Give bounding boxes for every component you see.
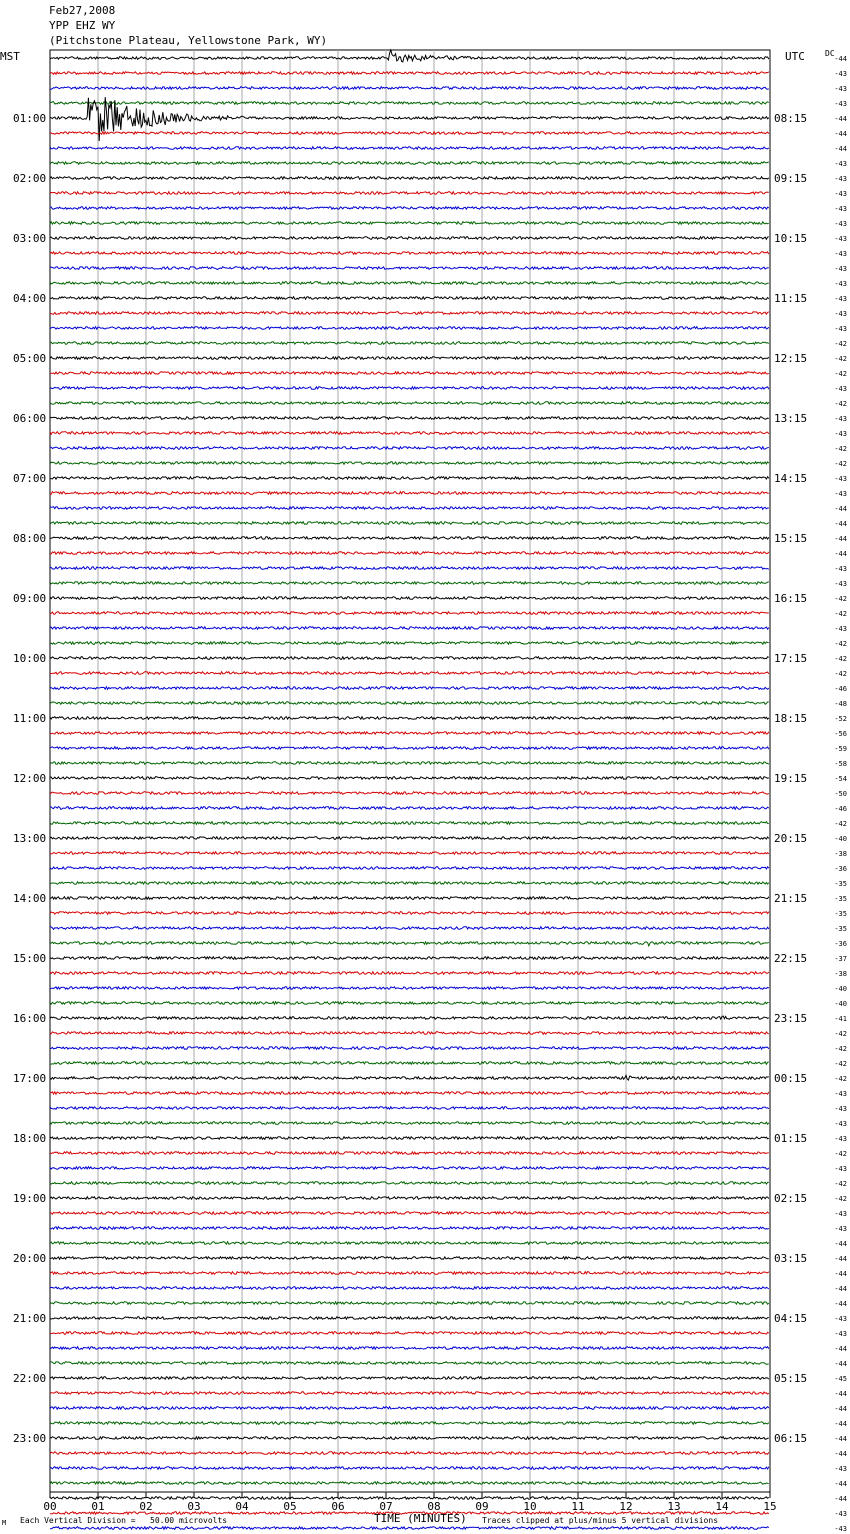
- dc-offset-label: -38: [834, 850, 847, 858]
- seismic-trace: [50, 1107, 769, 1110]
- x-tick-label: 10: [523, 1500, 537, 1513]
- dc-offset-label: -35: [834, 880, 847, 888]
- dc-offset-label: -42: [834, 340, 847, 348]
- seismic-trace: [50, 1257, 769, 1260]
- seismic-trace: [50, 972, 769, 975]
- x-tick-label: 00: [43, 1500, 57, 1513]
- dc-offset-label: -44: [834, 1240, 847, 1248]
- seismic-trace: [50, 1197, 769, 1200]
- dc-offset-label: -42: [834, 1075, 847, 1083]
- dc-offset-label: -56: [834, 730, 847, 738]
- dc-offset-label: -43: [834, 1525, 847, 1533]
- utc-hour-label: 04:15: [774, 1312, 808, 1325]
- utc-hour-label: 23:15: [774, 1012, 808, 1025]
- dc-offset-label: -43: [834, 280, 847, 288]
- seismic-trace: [50, 282, 769, 285]
- seismic-trace: [50, 957, 769, 960]
- dc-offset-label: -44: [834, 550, 847, 558]
- utc-hour-label: 08:15: [774, 112, 808, 125]
- utc-hour-label: 17:15: [774, 652, 808, 665]
- mst-hour-label: 03:00: [13, 232, 47, 245]
- seismic-trace: [50, 582, 769, 585]
- seismic-trace: [50, 1422, 769, 1425]
- seismic-trace: [50, 222, 769, 225]
- dc-offset-label: -44: [834, 1270, 847, 1278]
- dc-offset-label: -44: [834, 520, 847, 528]
- dc-offset-label: -43: [834, 190, 847, 198]
- dc-offset-label: -43: [834, 490, 847, 498]
- utc-hour-label: 22:15: [774, 952, 808, 965]
- mst-hour-label: 01:00: [13, 112, 47, 125]
- x-tick-label: 15: [763, 1500, 777, 1513]
- dc-offset-label: -43: [834, 580, 847, 588]
- dc-offset-label: -44: [834, 1345, 847, 1353]
- seismic-trace: [50, 897, 769, 900]
- seismic-trace: [50, 867, 769, 870]
- seismic-trace: [50, 132, 769, 135]
- seismic-trace: [50, 1467, 769, 1470]
- seismic-trace: [50, 852, 769, 855]
- dc-offset-label: -42: [834, 655, 847, 663]
- dc-offset-label: -43: [834, 160, 847, 168]
- seismic-trace: [50, 717, 769, 720]
- x-tick-label: 03: [187, 1500, 201, 1513]
- seismic-trace: [50, 1212, 769, 1215]
- mst-hour-label: 16:00: [13, 1012, 47, 1025]
- seismic-trace: [50, 1452, 769, 1455]
- utc-hour-label: 02:15: [774, 1192, 808, 1205]
- dc-offset-label: -40: [834, 835, 847, 843]
- seismic-trace: [50, 267, 769, 270]
- mst-hour-label: 21:00: [13, 1312, 47, 1325]
- x-tick-label: 07: [379, 1500, 393, 1513]
- x-tick-label: 08: [427, 1500, 441, 1513]
- dc-offset-label: -43: [834, 85, 847, 93]
- seismic-trace: [50, 627, 769, 630]
- dc-offset-label: -43: [834, 1090, 847, 1098]
- seismic-trace: [50, 1047, 769, 1050]
- seismic-trace: [50, 807, 769, 810]
- x-tick-label: 11: [571, 1500, 585, 1513]
- dc-offset-label: -43: [834, 1465, 847, 1473]
- dc-offset-label: -36: [834, 940, 847, 948]
- dc-offset-label: -43: [834, 310, 847, 318]
- dc-offset-label: -42: [834, 1030, 847, 1038]
- seismic-trace: [50, 552, 769, 555]
- dc-offset-label: -35: [834, 925, 847, 933]
- dc-offset-label: -36: [834, 865, 847, 873]
- dc-offset-label: -42: [834, 445, 847, 453]
- mst-hour-label: 13:00: [13, 832, 47, 845]
- x-axis-title: TIME (MINUTES): [374, 1512, 467, 1525]
- mst-hour-label: 14:00: [13, 892, 47, 905]
- dc-offset-label: -43: [834, 235, 847, 243]
- dc-offset-label: -43: [834, 220, 847, 228]
- mst-hour-label: 15:00: [13, 952, 47, 965]
- dc-offset-label: -44: [834, 1255, 847, 1263]
- x-tick-label: 05: [283, 1500, 297, 1513]
- dc-offset-label: -44: [834, 145, 847, 153]
- seismic-trace: [50, 462, 769, 465]
- dc-offset-label: -52: [834, 715, 847, 723]
- seismic-trace: [50, 1482, 769, 1485]
- dc-axis-title: DC: [825, 49, 835, 58]
- dc-offset-label: -43: [834, 205, 847, 213]
- dc-offset-label: -43: [834, 1315, 847, 1323]
- dc-offset-label: -41: [834, 1015, 847, 1023]
- x-tick-label: 14: [715, 1500, 729, 1513]
- utc-hour-label: 09:15: [774, 172, 808, 185]
- utc-hour-label: 20:15: [774, 832, 808, 845]
- mst-hour-label: 19:00: [13, 1192, 47, 1205]
- seismic-trace: [50, 312, 769, 315]
- vertical-scale-note: Each Vertical Division = 50.00 microvolts: [20, 1516, 228, 1525]
- dc-offset-label: -42: [834, 1060, 847, 1068]
- dc-offset-label: -42: [834, 355, 847, 363]
- dc-offset-label: -44: [834, 1495, 847, 1503]
- dc-offset-label: -44: [834, 1480, 847, 1488]
- dc-offset-label: -43: [834, 1225, 847, 1233]
- dc-offset-label: -44: [834, 1360, 847, 1368]
- seismic-trace: [50, 297, 769, 300]
- dc-offset-label: -43: [834, 1135, 847, 1143]
- dc-offset-label: -43: [834, 1165, 847, 1173]
- seismic-trace: [50, 1122, 769, 1125]
- dc-offset-label: -35: [834, 895, 847, 903]
- utc-hour-label: 01:15: [774, 1132, 808, 1145]
- utc-hour-label: 00:15: [774, 1072, 808, 1085]
- utc-hour-label: 19:15: [774, 772, 808, 785]
- seismic-trace: [50, 1407, 769, 1410]
- mst-hour-label: 08:00: [13, 532, 47, 545]
- chart-date: Feb27,2008: [49, 4, 116, 17]
- seismic-trace: [50, 372, 769, 375]
- dc-offset-label: -42: [834, 1180, 847, 1188]
- station-location: (Pitchstone Plateau, Yellowstone Park, WY): [49, 34, 328, 47]
- footer-mark: M: [2, 1519, 7, 1527]
- dc-offset-label: -42: [834, 1045, 847, 1053]
- mst-hour-label: 12:00: [13, 772, 47, 785]
- x-tick-label: 13: [667, 1500, 681, 1513]
- seismic-trace: [50, 192, 769, 195]
- utc-hour-label: 14:15: [774, 472, 808, 485]
- seismic-trace: [50, 102, 769, 105]
- dc-offset-label: -37: [834, 955, 847, 963]
- dc-offset-label: -42: [834, 820, 847, 828]
- dc-offset-label: -46: [834, 805, 847, 813]
- seismic-trace: [50, 657, 769, 660]
- seismic-trace: [50, 432, 769, 435]
- seismic-trace: [50, 1242, 769, 1245]
- seismic-trace: [50, 1062, 769, 1065]
- dc-offset-label: -43: [834, 1105, 847, 1113]
- dc-offset-label: -54: [834, 775, 847, 783]
- dc-offset-label: -43: [834, 70, 847, 78]
- seismic-trace: [50, 1362, 769, 1365]
- seismic-trace: [50, 1227, 769, 1230]
- seismic-trace: [50, 1437, 769, 1440]
- seismic-trace: [50, 1317, 769, 1320]
- seismic-trace: [50, 747, 769, 750]
- seismic-trace: [50, 1272, 769, 1275]
- dc-offset-label: -40: [834, 1000, 847, 1008]
- x-tick-label: 02: [139, 1500, 153, 1513]
- dc-offset-label: -44: [834, 505, 847, 513]
- dc-offset-label: -44: [834, 1300, 847, 1308]
- seismic-trace: [50, 882, 769, 885]
- dc-offset-label: -50: [834, 790, 847, 798]
- dc-offset-label: -42: [834, 595, 847, 603]
- seismic-trace: [50, 402, 769, 405]
- utc-hour-label: 18:15: [774, 712, 808, 725]
- utc-hour-label: 03:15: [774, 1252, 808, 1265]
- seismic-trace: [50, 567, 769, 570]
- seismic-trace: [50, 1032, 769, 1035]
- dc-offset-label: -43: [834, 1210, 847, 1218]
- dc-offset-label: -44: [834, 1435, 847, 1443]
- seismic-trace: [50, 987, 769, 990]
- seismic-trace: [50, 162, 769, 165]
- dc-offset-label: -43: [834, 1120, 847, 1128]
- seismic-trace: [50, 147, 769, 150]
- seismic-trace: [50, 522, 769, 525]
- seismic-trace: [50, 177, 769, 180]
- seismic-trace: [50, 912, 769, 915]
- utc-hour-label: 16:15: [774, 592, 808, 605]
- seismic-trace: [50, 642, 769, 645]
- dc-offset-label: -44: [834, 115, 847, 123]
- dc-offset-label: -46: [834, 685, 847, 693]
- seismic-trace: [50, 777, 769, 780]
- seismic-trace: [50, 87, 769, 90]
- seismic-trace: [50, 507, 769, 510]
- dc-offset-label: -45: [834, 1375, 847, 1383]
- mst-axis-title: MST: [0, 50, 20, 63]
- x-tick-label: 06: [331, 1500, 345, 1513]
- dc-offset-label: -44: [834, 1390, 847, 1398]
- seismic-trace: [50, 942, 769, 946]
- seismic-trace: [50, 357, 769, 360]
- mst-hour-label: 05:00: [13, 352, 47, 365]
- seismic-trace: [50, 1167, 769, 1170]
- seismic-trace: [50, 207, 769, 210]
- seismic-trace: [50, 702, 769, 705]
- utc-hour-label: 21:15: [774, 892, 808, 905]
- mst-hour-label: 17:00: [13, 1072, 47, 1085]
- station-name: YPP EHZ WY: [49, 19, 116, 32]
- seismic-trace: [50, 1392, 769, 1395]
- dc-offset-label: -43: [834, 625, 847, 633]
- seismic-trace: [50, 672, 769, 675]
- seismic-trace: [50, 1497, 769, 1500]
- seismic-trace: [50, 1302, 769, 1305]
- seismic-trace: [50, 1527, 769, 1530]
- utc-hour-label: 06:15: [774, 1432, 808, 1445]
- dc-offset-label: -44: [834, 1405, 847, 1413]
- seismic-trace: [50, 687, 769, 690]
- dc-offset-label: -43: [834, 325, 847, 333]
- seismic-trace: [50, 837, 769, 840]
- dc-offset-label: -40: [834, 985, 847, 993]
- dc-offset-label: -42: [834, 610, 847, 618]
- dc-offset-label: -43: [834, 250, 847, 258]
- seismic-trace: [50, 1347, 769, 1350]
- utc-axis-title: UTC: [785, 50, 805, 63]
- dc-offset-label: -43: [834, 415, 847, 423]
- dc-offset-label: -38: [834, 970, 847, 978]
- dc-offset-label: -42: [834, 400, 847, 408]
- dc-offset-label: -44: [834, 1285, 847, 1293]
- seismic-trace: [50, 492, 769, 495]
- seismic-trace: [50, 927, 769, 930]
- mst-hour-label: 20:00: [13, 1252, 47, 1265]
- dc-offset-label: -42: [834, 1195, 847, 1203]
- dc-offset-label: -44: [834, 535, 847, 543]
- seismic-trace: [50, 342, 769, 345]
- x-tick-label: 04: [235, 1500, 249, 1513]
- dc-offset-label: -43: [834, 475, 847, 483]
- dc-offset-label: -58: [834, 760, 847, 768]
- utc-hour-label: 05:15: [774, 1372, 808, 1385]
- utc-hour-label: 15:15: [774, 532, 808, 545]
- seismic-trace: [50, 1092, 769, 1095]
- seismic-trace: [50, 72, 769, 75]
- x-tick-label: 01: [91, 1500, 105, 1513]
- seismic-trace: [50, 792, 769, 795]
- clip-note: Traces clipped at plus/minus 5 vertical divisions: [482, 1516, 719, 1525]
- seismic-trace: [50, 597, 769, 600]
- seismic-trace: [50, 1152, 769, 1155]
- seismic-trace: [50, 1332, 769, 1335]
- x-tick-label: 09: [475, 1500, 489, 1513]
- dc-offset-label: -44: [834, 55, 847, 63]
- mst-hour-label: 11:00: [13, 712, 47, 725]
- seismic-trace: [50, 762, 769, 765]
- seismic-trace: [50, 327, 769, 330]
- seismic-trace: [50, 387, 769, 390]
- dc-offset-label: -43: [834, 265, 847, 273]
- dc-offset-label: -43: [834, 430, 847, 438]
- utc-hour-label: 11:15: [774, 292, 808, 305]
- mst-hour-label: 07:00: [13, 472, 47, 485]
- dc-offset-label: -44: [834, 130, 847, 138]
- dc-offset-label: -48: [834, 700, 847, 708]
- seismic-trace: [50, 50, 769, 62]
- seismic-trace: [50, 537, 769, 540]
- mst-hour-label: 09:00: [13, 592, 47, 605]
- dc-offset-label: -59: [834, 745, 847, 753]
- mst-hour-label: 02:00: [13, 172, 47, 185]
- seismic-trace: [50, 732, 769, 735]
- mst-hour-label: 10:00: [13, 652, 47, 665]
- seismic-trace: [50, 1016, 769, 1019]
- seismic-trace: [50, 237, 769, 240]
- utc-hour-label: 13:15: [774, 412, 808, 425]
- seismic-trace: [50, 1182, 769, 1185]
- dc-offset-label: -42: [834, 640, 847, 648]
- dc-offset-label: -42: [834, 1150, 847, 1158]
- seismic-trace: [50, 822, 769, 825]
- dc-offset-label: -43: [834, 100, 847, 108]
- dc-offset-label: -44: [834, 1450, 847, 1458]
- utc-hour-label: 12:15: [774, 352, 808, 365]
- dc-offset-label: -43: [834, 175, 847, 183]
- dc-offset-label: -43: [834, 385, 847, 393]
- seismic-trace: [50, 477, 769, 480]
- dc-offset-label: -42: [834, 370, 847, 378]
- seismic-trace: [50, 252, 769, 255]
- dc-offset-label: -35: [834, 910, 847, 918]
- seismic-trace: [50, 612, 769, 615]
- seismic-trace: [50, 1075, 769, 1080]
- seismic-trace: [50, 447, 769, 450]
- x-tick-label: 12: [619, 1500, 633, 1513]
- utc-hour-label: 10:15: [774, 232, 808, 245]
- seismic-trace: [50, 1002, 769, 1005]
- dc-offset-label: -43: [834, 565, 847, 573]
- mst-hour-label: 04:00: [13, 292, 47, 305]
- dc-offset-label: -42: [834, 670, 847, 678]
- dc-offset-label: -43: [834, 1330, 847, 1338]
- seismic-trace: [50, 417, 769, 420]
- seismic-trace: [50, 1287, 769, 1290]
- mst-hour-label: 23:00: [13, 1432, 47, 1445]
- dc-offset-label: -44: [834, 1420, 847, 1428]
- seismic-trace: [50, 1137, 769, 1140]
- dc-offset-label: -43: [834, 295, 847, 303]
- seismic-trace: [50, 1377, 769, 1380]
- mst-hour-label: 22:00: [13, 1372, 47, 1385]
- dc-offset-label: -42: [834, 460, 847, 468]
- mst-hour-label: 06:00: [13, 412, 47, 425]
- dc-offset-label: -43: [834, 1510, 847, 1518]
- mst-hour-label: 18:00: [13, 1132, 47, 1145]
